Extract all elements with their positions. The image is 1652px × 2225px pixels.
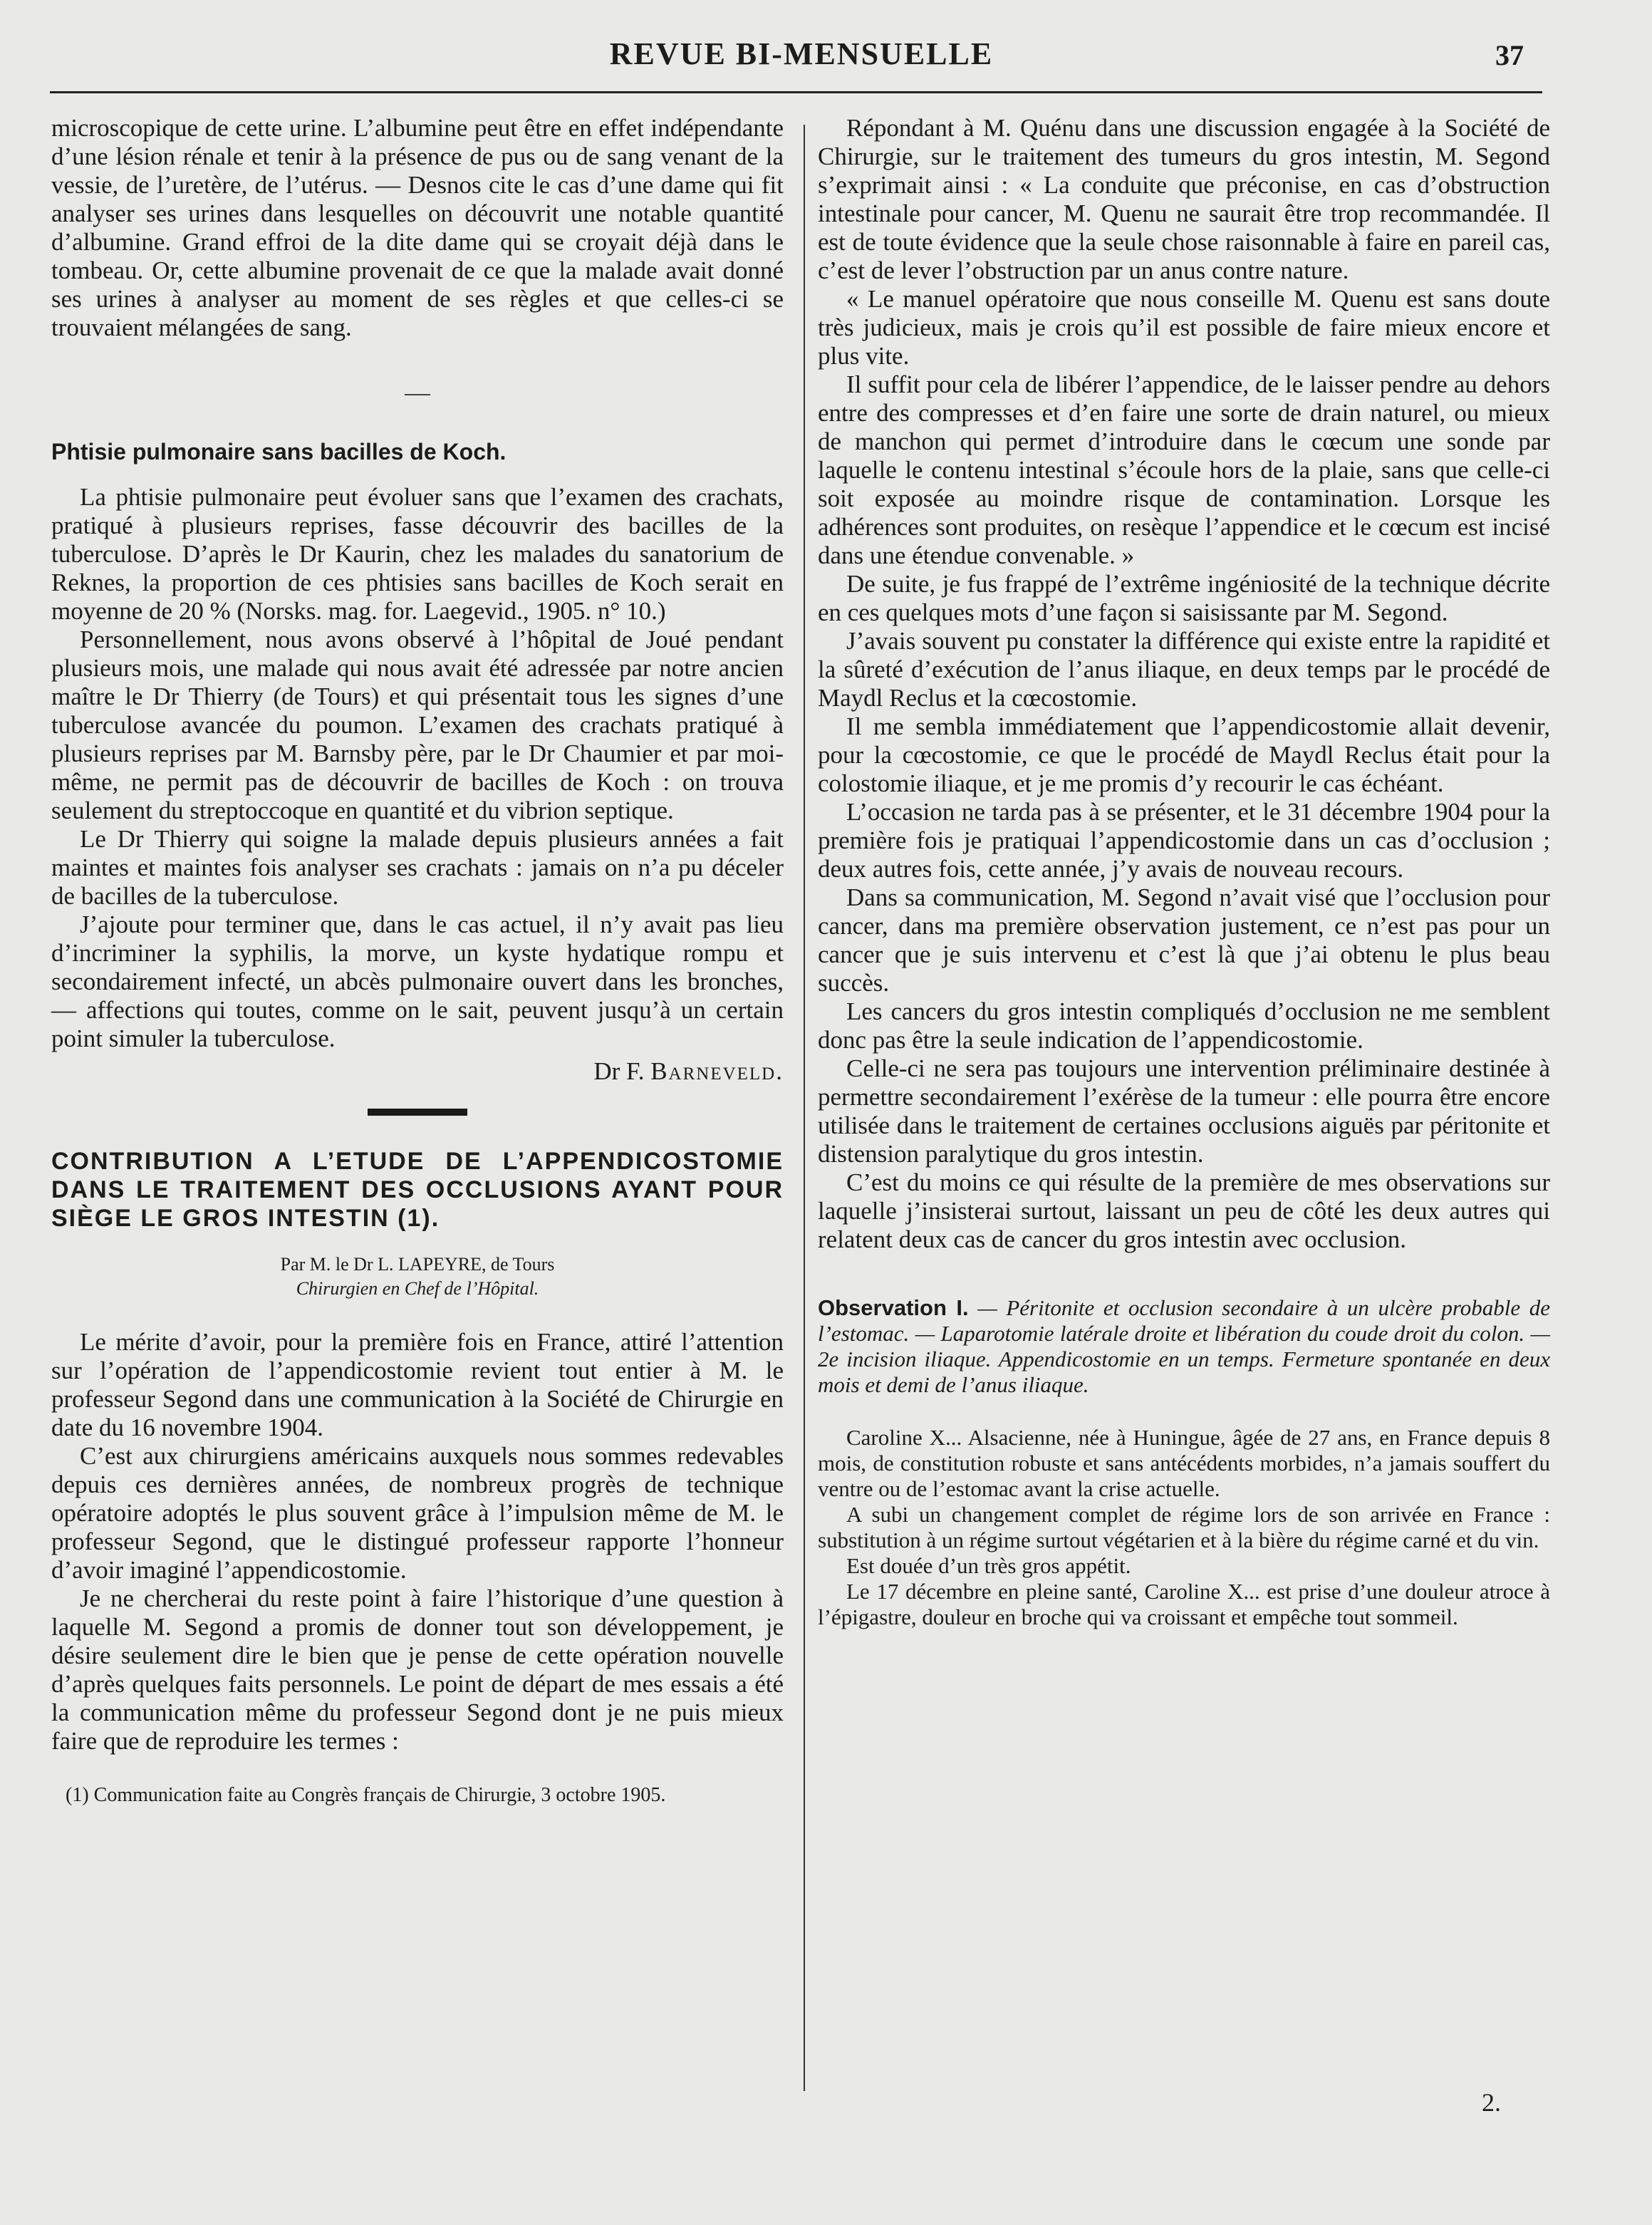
section-paragraph: Le Dr Thierry qui soigne la malade depuis plusieurs années a fait maintes et maintes fois analyser ses crachats : jamais on n’a pu déceler de bacilles de la tuberculose.: [51, 825, 784, 910]
observation-description: — Péritonite et occlusion secondaire à un ulcère probable de l’estomac. — Laparotomie latérale droite et libération du coude droit du colon. — 2e incision iliaque. Appendicostomie en un temps. Fermeture spontanée en deux mois et demi de l’anus iliaque.: [818, 1295, 1551, 1397]
section-paragraph: J’ajoute pour terminer que, dans le cas actuel, il n’y avait pas lieu d’incriminer la syphilis, la morve, un kyste hydatique rompu et secondairement infecté, un abcès pulmonaire ouvert dans les bronches, — affections qui toutes, comme on le sait, peuvent jusqu’à un certain point simuler la tuberculose.: [51, 911, 784, 1052]
footnote: (1) Communication faite au Congrès français de Chirurgie, 3 octobre 1905.: [66, 1784, 666, 1806]
left-column: [51, 114, 784, 1807]
body-paragraph: J’avais souvent pu constater la différence qui existe entre la rapidité et la sûreté d’exécution de l’anus iliaque, en deux temps par le procédé de Maydl Reclus et la cœcostomie.: [818, 627, 1550, 712]
observation-paragraph: Est douée d’un très gros appétit.: [846, 1553, 1131, 1578]
body-paragraph: Celle-ci ne sera pas toujours une intervention préliminaire destinée à permettre secondairement l’exérèse de la tumeur : elle pourra être encore utilisée dans le traitement de certaines occlusions aiguës par péritonite et distension paralytique du gros intestin.: [818, 1054, 1550, 1168]
observation-heading: [818, 1295, 1550, 1398]
body-paragraph: C’est du moins ce qui résulte de la première de mes observations sur laquelle j’insisterai surtout, laissant un peu de côté les deux autres qui relatent deux cas de cancer du gros intestin avec occlusion.: [818, 1168, 1550, 1253]
article-separator: [368, 1109, 467, 1116]
article-paragraph: C’est aux chirurgiens américains auxquels nous sommes redevables depuis ces dernières années, de nombreux progrès de technique opératoire adoptés le plus souvent grâce à l’impulsion même de M. le professeur Segond, que le distingué professeur rapporte l’honneur d’avoir imaginé l’appendicostomie.: [51, 1442, 784, 1584]
article-byline: Par M. le Dr L. LAPEYRE, de Tours: [280, 1254, 555, 1275]
page-number: 37: [1495, 39, 1524, 71]
body-paragraph: De suite, je fus frappé de l’extrême ingéniosité de la technique décrite en ces quelques mots d’une façon si saisissante par M. Segond.: [818, 570, 1550, 626]
journal-title: REVUE BI-MENSUELLE: [609, 36, 994, 71]
article-byline-sub: Chirurgien en Chef de l’Hôpital.: [296, 1278, 539, 1299]
right-column: [818, 114, 1550, 1630]
body-paragraph: Répondant à M. Quénu dans une discussion engagée à la Société de Chirurgie, sur le traitement des tumeurs du gros intestin, M. Segond s’exprimait ainsi : « La conduite que préconise, en cas d’obstruction intestinale pour cancer, M. Quenu ne saurait être trop recommandée. Il est de toute évidence que la seule chose raisonnable à faire en pareil cas, c’est de lever l’obstruction par un anus contre nature.: [818, 114, 1550, 284]
signature-mark: 2.: [1482, 2088, 1501, 2117]
article-paragraph: Je ne chercherai du reste point à faire l’historique d’une question à laquelle M. Segond a promis de donner tout son développement, je désire seulement dire le bien que je pense de cette opération nouvelle d’après quelques faits personnels. Le point de départ de mes essais a été la communication même du professeur Segond dont je ne puis mieux faire que de reproduire les termes :: [51, 1585, 784, 1755]
section-paragraph: La phtisie pulmonaire peut évoluer sans que l’examen des crachats, pratiqué à plusieurs reprises, fasse découvrir des bacilles de la tuberculose. D’après le Dr Kaurin, chez les malades du sanatorium de Reknes, la proportion de ces phtisies sans bacilles de Koch serait en moyenne de 20 % (Norsks. mag. for. Laegevid., 1905. n° 10.): [51, 483, 784, 625]
body-paragraph: Il me sembla immédiatement que l’appendicostomie allait devenir, pour la cœcostomie, ce que le procédé de Maydl Reclus était pour la colostomie iliaque, et je me promis d’y recourir le cas échéant.: [818, 712, 1550, 797]
body-paragraph: L’occasion ne tarda pas à se présenter, et le 31 décembre 1904 pour la première fois je pratiquai l’appendicostomie dans un cas d’occlusion ; deux autres fois, cette année, j’y avais de nouveau recours.: [818, 798, 1550, 883]
observation-paragraph: A subi un changement complet de régime lors de son arrivée en France : substitution à un régime surtout végétarien et à la bière du régime carné et du vin.: [818, 1502, 1550, 1552]
section-paragraph: Personnellement, nous avons observé à l’hôpital de Joué pendant plusieurs mois, une malade qui nous avait été adressée par notre ancien maître le Dr Thierry (de Tours) et qui présentait tous les signes d’une tuberculose avancée du poumon. L’examen des crachats pratiqué à plusieurs reprises par M. Barnsby père, par le Dr Chaumier et par moi-même, ne permit pas de découvrir de bacilles de Koch : on trouva seulement du streptoccoque en quantité et du vibrion septique.: [51, 626, 784, 824]
signature-prefix: Dr F.: [593, 1057, 645, 1085]
observation-label: Observation I.: [818, 1295, 969, 1320]
body-paragraph: « Le manuel opératoire que nous conseille M. Quenu est sans doute très judicieux, mais je crois qu’il est possible de faire mieux encore et plus vite.: [818, 285, 1550, 370]
signature-name: Barneveld.: [650, 1057, 784, 1085]
section-title: Phtisie pulmonaire sans bacilles de Koch.: [51, 439, 506, 465]
article-title: CONTRIBUTION A L’ETUDE DE L’APPENDICOSTOMIE DANS LE TRAITEMENT DES OCCLUSIONS AYANT POUR SIÈGE LE GROS INTESTIN (1).: [51, 1148, 784, 1232]
author-signature: [51, 1057, 784, 1086]
intro-paragraph: microscopique de cette urine. L’albumine peut être en effet indépendante d’une lésion rénale et tenir à la présence de pus ou de sang venant de la vessie, de l’uretère, de l’utérus. — Desnos cite le cas d’une dame qui fit analyser ses urines dans lesquelles on découvrit une notable quantité d’albumine. Grand effroi de la dite dame qui se croyait déjà dans le tombeau. Or, cette albumine provenait de ce que la malade avait donné ses urines à analyser au moment de ses règles et que celles-ci se trouvaient mélangées de sang.: [51, 114, 784, 341]
column-divider: [804, 125, 805, 2091]
body-paragraph: Il suffit pour cela de libérer l’appendice, de le laisser pendre au dehors entre des compresses et d’en faire une sorte de drain naturel, ou mieux de manchon qui permet d’introduire dans le cœcum une sonde par laquelle le contenu intestinal s’écoule hors de la plaie, sans que celle-ci soit exposée au moindre risque de contamination. Lorsque les adhérences sont produites, on resèque l’appendice et le cœcum est incisé dans une étendue convenable. »: [818, 370, 1550, 569]
observation-paragraph: Le 17 décembre en pleine santé, Caroline X... est prise d’une douleur atroce à l’épigastre, douleur en broche qui va croissant et empêche tout sommeil.: [818, 1579, 1550, 1629]
body-paragraph: Dans sa communication, M. Segond n’avait visé que l’occlusion pour cancer, dans ma première observation justement, ce n’est pas pour un cancer que je suis intervenu et c’est là que j’ai obtenu le plus beau succès.: [818, 883, 1550, 997]
header-rule: [50, 91, 1542, 93]
article-paragraph: Le mérite d’avoir, pour la première fois en France, attiré l’attention sur l’opération de l’appendicostomie revient tout entier à M. le professeur Segond dans une communication à la Société de Chirurgie en date du 16 novembre 1904.: [51, 1328, 784, 1441]
observation-paragraph: Caroline X... Alsacienne, née à Huningue, âgée de 27 ans, en France depuis 8 mois, de constitution robuste et sans antécédents morbides, n’a jamais souffert du ventre ou de l’estomac avant la crise actuelle.: [818, 1425, 1550, 1501]
body-paragraph: Les cancers du gros intestin compliqués d’occlusion ne me semblent donc pas être la seule indication de l’appendicostomie.: [818, 997, 1550, 1054]
section-separator: [51, 373, 784, 402]
